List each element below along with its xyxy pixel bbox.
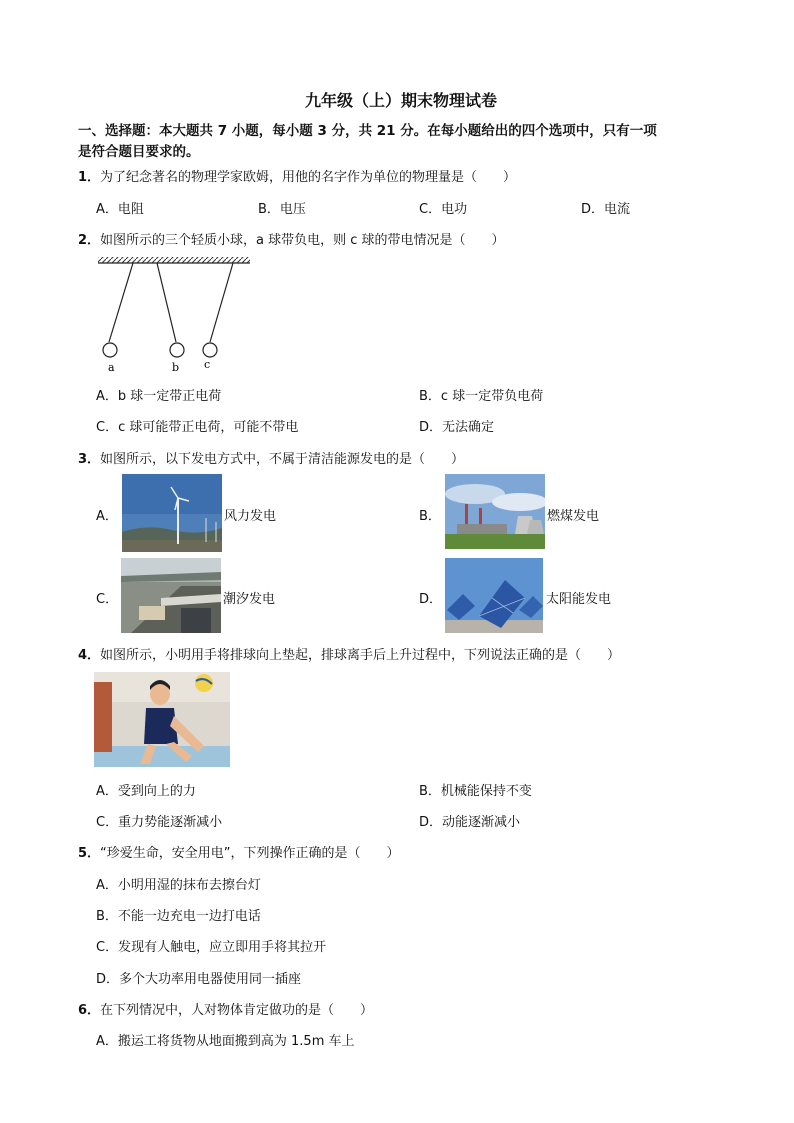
- q5-option-c[interactable]: C．发现有人触电，应立即用手将其拉开: [96, 940, 327, 955]
- q3-option-b-label: 燃煤发电: [547, 509, 600, 524]
- question-stem: 如图所示，以下发电方式中，不属于清洁能源发电的是（ ）: [100, 452, 465, 467]
- label-c: c: [204, 358, 211, 371]
- q4-option-b[interactable]: B．机械能保持不变: [419, 784, 532, 799]
- q3-option-a-label: 风力发电: [224, 509, 277, 524]
- q1-option-b[interactable]: B．电压: [258, 202, 306, 217]
- label-a: a: [108, 361, 115, 374]
- q1-option-d[interactable]: D．电流: [581, 202, 631, 217]
- q3-option-a-letter[interactable]: A．: [96, 509, 118, 524]
- q1-option-a[interactable]: A．电阻: [96, 202, 144, 217]
- label-b: b: [172, 361, 180, 374]
- question-number: 4．: [78, 648, 101, 663]
- question-1: [78, 166, 516, 185]
- q5-option-b[interactable]: B．不能一边充电一边打电话: [96, 909, 261, 924]
- question-4: [78, 644, 620, 663]
- question-5: [78, 842, 400, 861]
- q3-option-c-letter[interactable]: C．: [96, 592, 119, 607]
- question-number: 2．: [78, 233, 101, 248]
- question-3: [78, 448, 464, 467]
- q2-option-a[interactable]: A．b 球一定带正电荷: [96, 389, 222, 404]
- coal-power-plant-photo: [445, 474, 545, 549]
- q2-option-d[interactable]: D．无法确定: [419, 420, 495, 435]
- q2-option-c[interactable]: C．c 球可能带正电荷，可能不带电: [96, 420, 299, 435]
- q2-option-b[interactable]: B．c 球一定带负电荷: [419, 389, 544, 404]
- ball-a: [103, 343, 117, 357]
- question-number: 1．: [78, 170, 101, 185]
- q3-option-c-label: 潮汐发电: [223, 592, 276, 607]
- question-number: 6．: [78, 1003, 101, 1018]
- ceiling-hatch: [98, 257, 250, 263]
- question-stem: 如图所示的三个轻质小球，a 球带负电，则 c 球的带电情况是（ ）: [100, 233, 505, 248]
- page-title: 九年级（上）期末物理试卷: [305, 91, 498, 110]
- volleyball-player-photo: [94, 672, 230, 767]
- string-a: [109, 263, 133, 342]
- question-number: 5．: [78, 846, 101, 861]
- ball-b: [170, 343, 184, 357]
- section-header-line2: 是符合题目要求的。: [78, 144, 200, 160]
- string-c: [210, 263, 233, 342]
- wind-turbine-photo: [122, 474, 222, 552]
- q1-option-c[interactable]: C．电功: [419, 202, 468, 217]
- q3-option-b-letter[interactable]: B．: [419, 509, 441, 524]
- q5-option-a[interactable]: A．小明用湿的抹布去擦台灯: [96, 878, 261, 893]
- question-stem: “珍爱生命，安全用电”，下列操作正确的是（ ）: [100, 846, 400, 861]
- solar-panel-photo: [445, 558, 543, 633]
- q4-option-d[interactable]: D．动能逐渐减小: [419, 815, 521, 830]
- q4-option-c[interactable]: C．重力势能逐渐减小: [96, 815, 223, 830]
- question-number: 3．: [78, 452, 101, 467]
- q3-option-d-letter[interactable]: D．: [419, 592, 443, 607]
- tidal-power-photo: [121, 558, 221, 633]
- question-6: [78, 999, 373, 1018]
- q3-option-d-label: 太阳能发电: [546, 592, 612, 607]
- q2-pendulum-figure: [96, 254, 256, 376]
- q4-option-a[interactable]: A．受到向上的力: [96, 784, 196, 799]
- q5-option-d[interactable]: D．多个大功率用电器使用同一插座: [96, 972, 302, 987]
- section-header-line1: 一、选择题：本大题共 7 小题，每小题 3 分，共 21 分。在每小题给出的四个选项中，只有一项: [78, 123, 657, 139]
- question-stem: 在下列情况中，人对物体肯定做功的是（ ）: [100, 1003, 374, 1018]
- question-stem: 为了纪念著名的物理学家欧姆，用他的名字作为单位的物理量是（ ）: [100, 170, 517, 185]
- string-b: [157, 263, 176, 342]
- question-2: [78, 229, 505, 248]
- q6-option-a[interactable]: A．搬运工将货物从地面搬到高为 1.5m 车上: [96, 1034, 355, 1049]
- ball-c: [203, 343, 217, 357]
- question-stem: 如图所示，小明用手将排球向上垫起，排球离手后上升过程中，下列说法正确的是（ ）: [100, 648, 621, 663]
